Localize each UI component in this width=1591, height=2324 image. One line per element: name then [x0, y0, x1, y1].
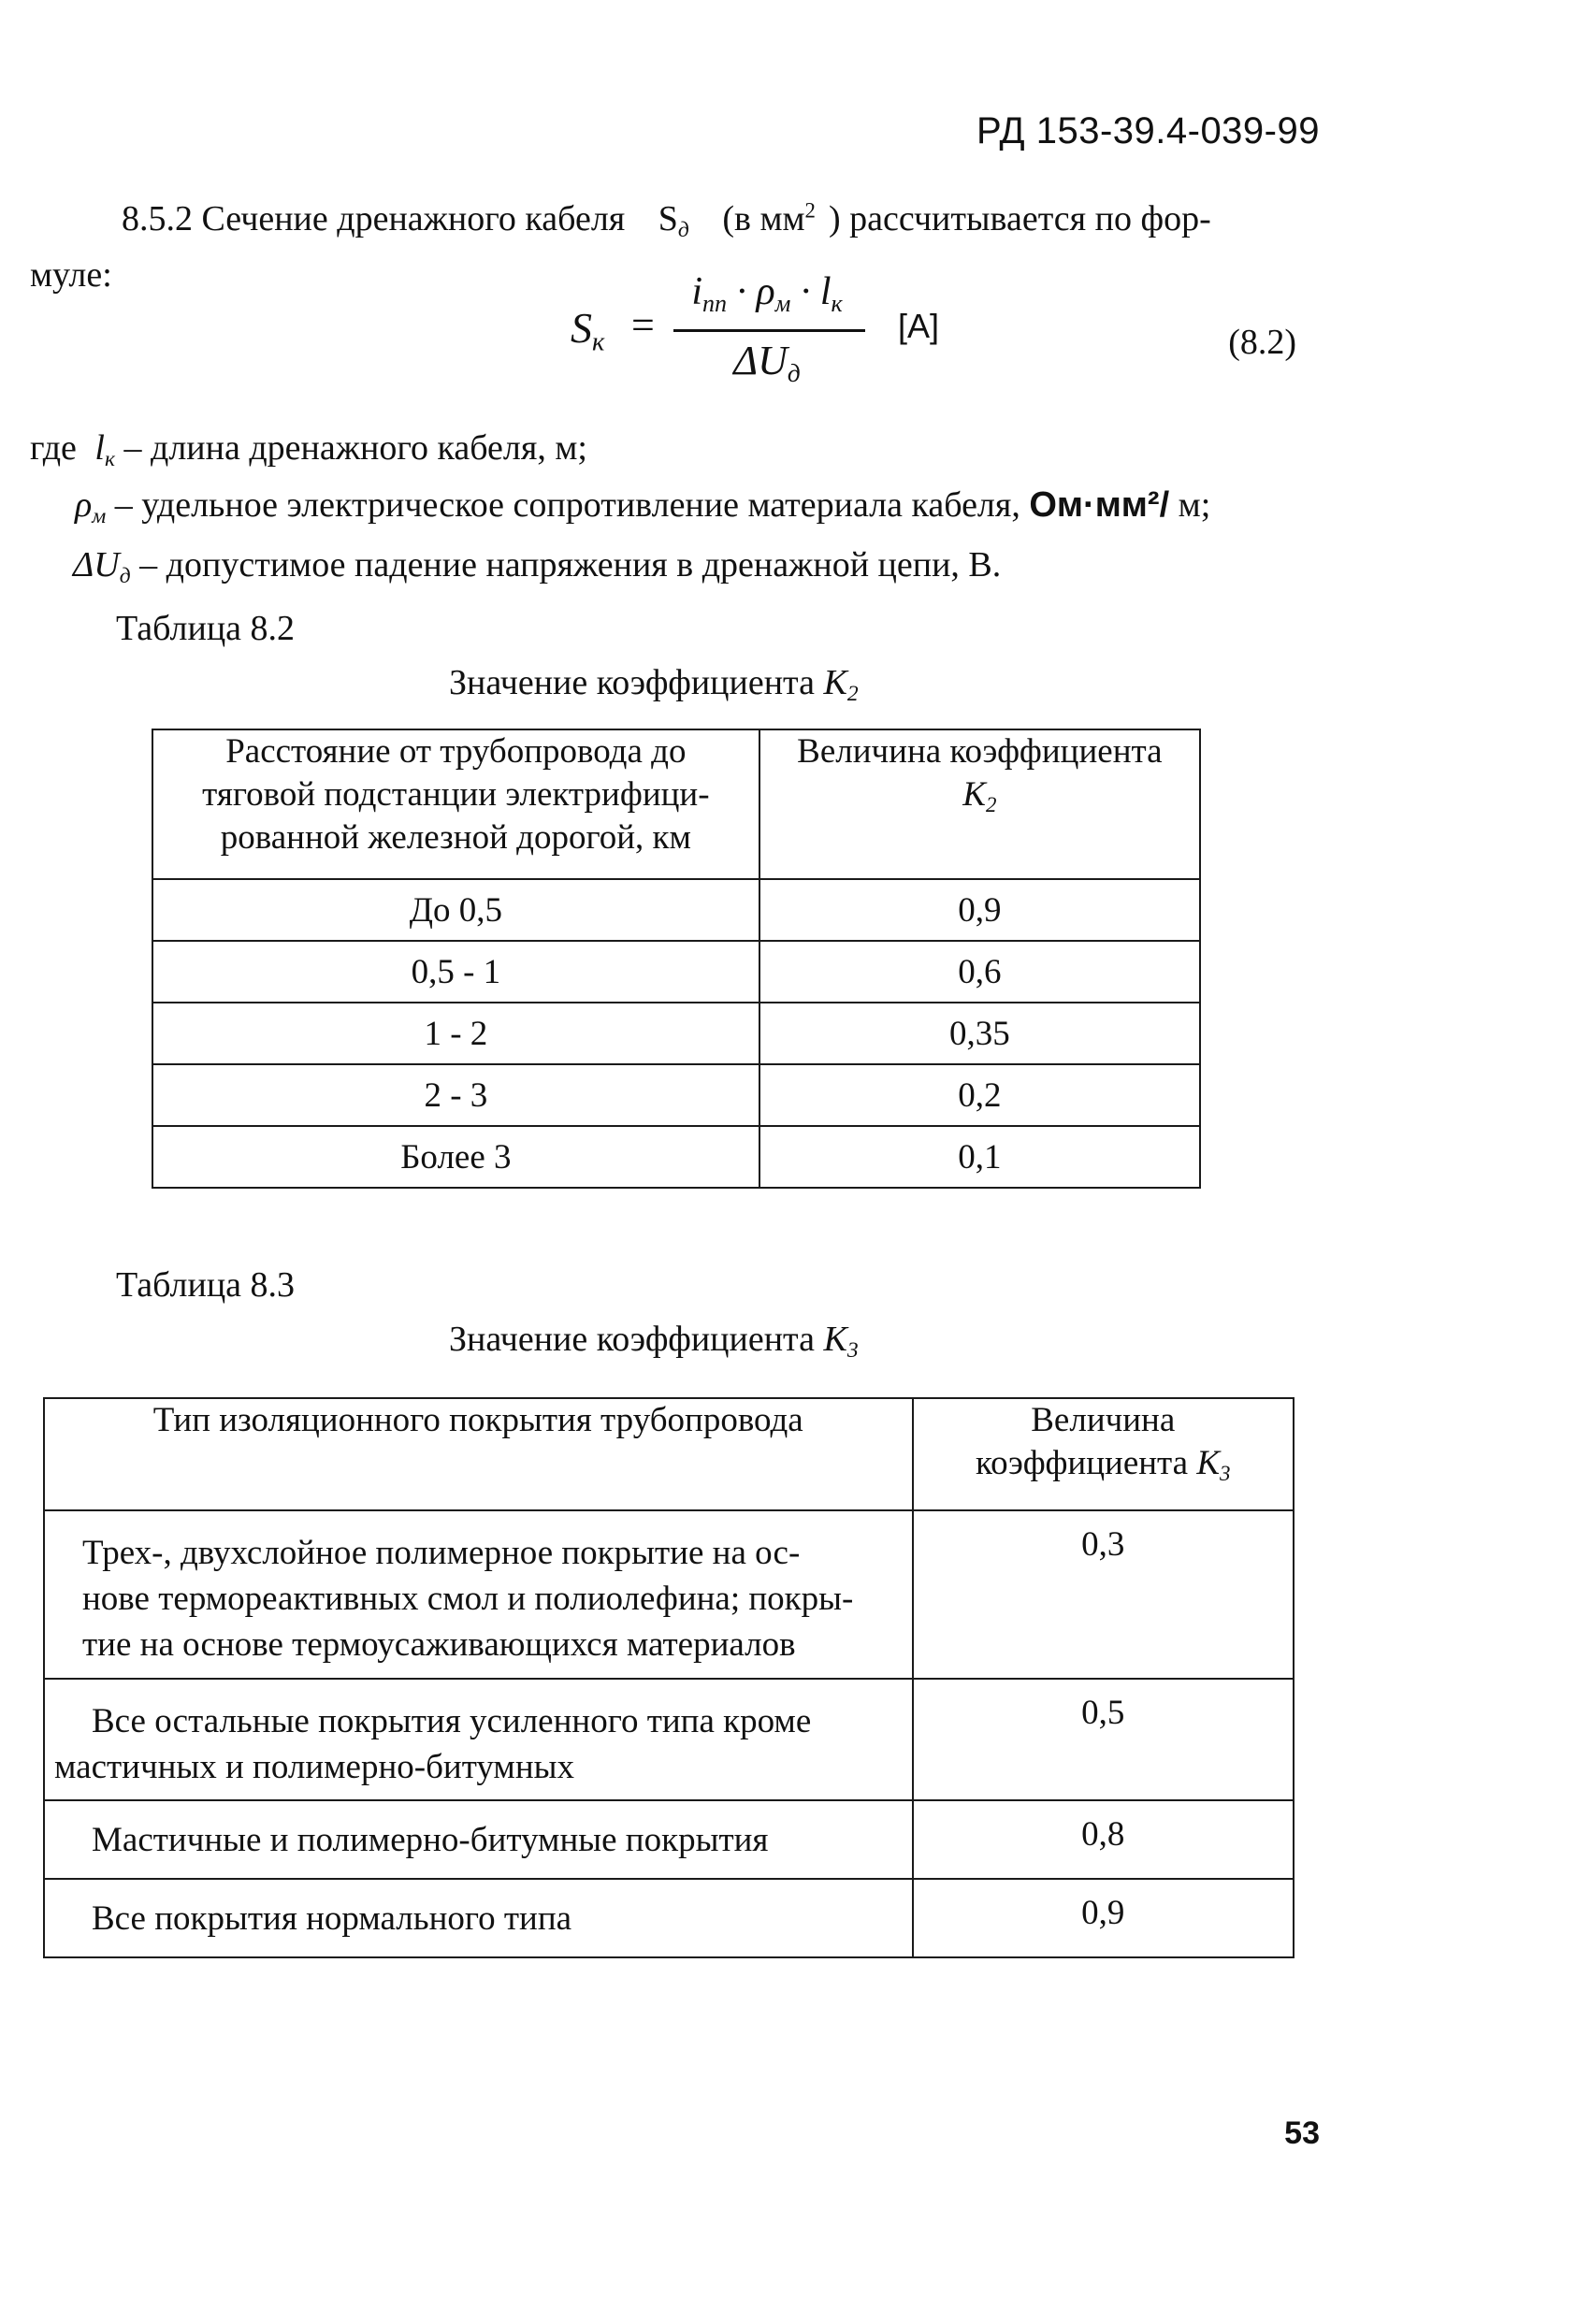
num-l: · l: [790, 270, 832, 313]
cell-line: Все остальные покрытия усиленного типа кроме: [92, 1702, 812, 1740]
cell-k: 0,9: [913, 1879, 1294, 1957]
formula-equals: =: [631, 302, 655, 348]
definition-1: [30, 427, 587, 472]
header-coefficient: [759, 729, 1200, 879]
caption-k: K: [823, 663, 847, 702]
clause-text: 8.5.2 Сечение дренажного кабеля: [122, 199, 626, 238]
num-rho: · ρ: [727, 270, 775, 313]
table-header-row: [152, 729, 1200, 879]
header-k: K: [1196, 1444, 1221, 1482]
table-row: [44, 1510, 1294, 1679]
header-symbol: [760, 773, 1199, 827]
formula-8-2: [571, 269, 1057, 391]
cell-coating: [44, 1879, 913, 1957]
header-k-sub: 2: [985, 792, 997, 816]
cell-k: 0,5: [913, 1679, 1294, 1800]
formula-lhs: [571, 303, 604, 358]
num-i: i: [691, 270, 702, 313]
num-i-sub: пп: [701, 289, 728, 317]
cell-line: мастичных и полимерно-битумных: [54, 1748, 574, 1786]
cell-coating: [44, 1679, 913, 1800]
table-row: [152, 879, 1200, 941]
definition-text: – допустимое падение напряжения в дренажной цепи, В.: [139, 545, 1002, 585]
header-text: коэффициента: [975, 1444, 1189, 1482]
table-8-3-label: Таблица 8.3: [116, 1265, 296, 1305]
document-code: РД 153-39.4-039-99: [976, 110, 1320, 152]
cell-line: Все покрытия нормального типа: [92, 1899, 572, 1938]
definition-3: [73, 544, 1001, 589]
table-8-2-label: Таблица 8.2: [116, 609, 296, 648]
clause-symbol: [658, 199, 689, 243]
header-symbol: [1196, 1444, 1231, 1485]
formula-denominator: [673, 337, 861, 388]
header-coefficient: [913, 1398, 1294, 1510]
header-line: Величина: [1031, 1401, 1176, 1439]
clause-line-1: [122, 198, 1211, 243]
header-line: рованной железной дорогой, км: [220, 818, 691, 857]
formula-lhs-sub: к: [592, 327, 605, 357]
definition-text: – удельное электрическое сопротивление материала кабеля,: [114, 485, 1020, 525]
header-line: [914, 1442, 1294, 1495]
cell-distance: 1 - 2: [152, 1003, 759, 1064]
fraction-bar: [673, 329, 865, 332]
definition-tail: м;: [1178, 485, 1211, 525]
clause-symbol-letter: S: [658, 199, 678, 238]
cell-k: 0,3: [913, 1510, 1294, 1679]
num-rho-sub: м: [774, 289, 791, 317]
table-8-3-caption: [449, 1319, 859, 1364]
def2-sub: м: [92, 504, 107, 529]
def2-symbol: ρ: [75, 485, 93, 525]
cell-k: 0,6: [759, 941, 1200, 1003]
caption-symbol: [823, 663, 859, 707]
equation-number: (8.2): [1228, 323, 1296, 362]
cell-line: тие на основе термоусаживающихся материалов: [82, 1625, 796, 1664]
header-k: K: [962, 775, 986, 814]
definition-prefix: где: [30, 428, 77, 468]
table-row: [44, 1800, 1294, 1879]
clause-line-2: муле:: [30, 255, 112, 295]
caption-k-sub: 3: [846, 1338, 859, 1364]
cell-coating: [44, 1510, 913, 1679]
den-du: ΔU: [733, 338, 788, 383]
table-header-row: [44, 1398, 1294, 1510]
table-row: [152, 1126, 1200, 1188]
def1-symbol: l: [94, 428, 105, 468]
cell-distance: 0,5 - 1: [152, 941, 759, 1003]
cell-k: 0,1: [759, 1126, 1200, 1188]
clause-units: [722, 199, 816, 238]
table-8-2: [152, 729, 1201, 1189]
table-row: [152, 1003, 1200, 1064]
den-du-sub: д: [787, 359, 801, 388]
cell-k: 0,9: [759, 879, 1200, 941]
header-distance: [152, 729, 759, 879]
header-line: Величина коэффициента: [797, 732, 1163, 771]
definition-2: [75, 484, 1210, 529]
cell-distance: 2 - 3: [152, 1064, 759, 1126]
cell-k: 0,8: [913, 1800, 1294, 1879]
num-l-sub: к: [831, 289, 843, 317]
cell-k: 0,35: [759, 1003, 1200, 1064]
clause-units-text: (в мм: [722, 199, 805, 238]
cell-line: нове термореактивных смол и полиолефина; покры-: [82, 1580, 854, 1618]
formula-lhs-symbol: S: [571, 304, 592, 352]
formula-unit: [A]: [898, 307, 940, 345]
table-row: [152, 941, 1200, 1003]
cell-distance: До 0,5: [152, 879, 759, 941]
definition-symbol: [73, 545, 131, 589]
definition-symbol: [94, 428, 115, 472]
table-8-3: [43, 1397, 1294, 1958]
cell-k: 0,2: [759, 1064, 1200, 1126]
caption-k: K: [823, 1320, 847, 1359]
cell-line: Трех-, двухслойное полимерное покрытие на ос-: [82, 1534, 801, 1572]
definition-unit-bold: Ом·мм²/: [1029, 485, 1170, 525]
def3-symbol: ΔU: [73, 545, 120, 585]
header-coating-type: [44, 1398, 913, 1510]
cell-distance: Более 3: [152, 1126, 759, 1188]
cell-coating: [44, 1800, 913, 1879]
clause-symbol-sub: д: [677, 218, 689, 243]
clause-units-sup: 2: [804, 198, 816, 223]
header-line: Расстояние от трубопровода до: [225, 732, 687, 771]
caption-text: Значение коэффициента: [449, 663, 815, 702]
def1-sub: к: [104, 447, 115, 472]
definition-symbol: [75, 485, 107, 529]
header-k-sub: 3: [1220, 1461, 1231, 1485]
def3-sub: д: [119, 564, 131, 589]
page-number: 53: [1284, 2115, 1320, 2151]
table-row: [44, 1679, 1294, 1800]
definition-text: – длина дренажного кабеля, м;: [123, 428, 587, 468]
header-line: тяговой подстанции электрифици-: [202, 775, 710, 814]
clause-text-end: ) рассчитывается по фор-: [828, 199, 1211, 238]
table-row: [44, 1879, 1294, 1957]
table-row: [152, 1064, 1200, 1126]
formula-numerator: [673, 269, 861, 318]
caption-symbol: [823, 1320, 859, 1364]
table-8-2-caption: [449, 662, 859, 707]
cell-line: Мастичные и полимерно-битумные покрытия: [92, 1821, 769, 1859]
caption-text: Значение коэффициента: [449, 1320, 815, 1359]
caption-k-sub: 2: [846, 682, 859, 707]
header-line: Тип изоляционного покрытия трубопровода: [152, 1401, 803, 1439]
